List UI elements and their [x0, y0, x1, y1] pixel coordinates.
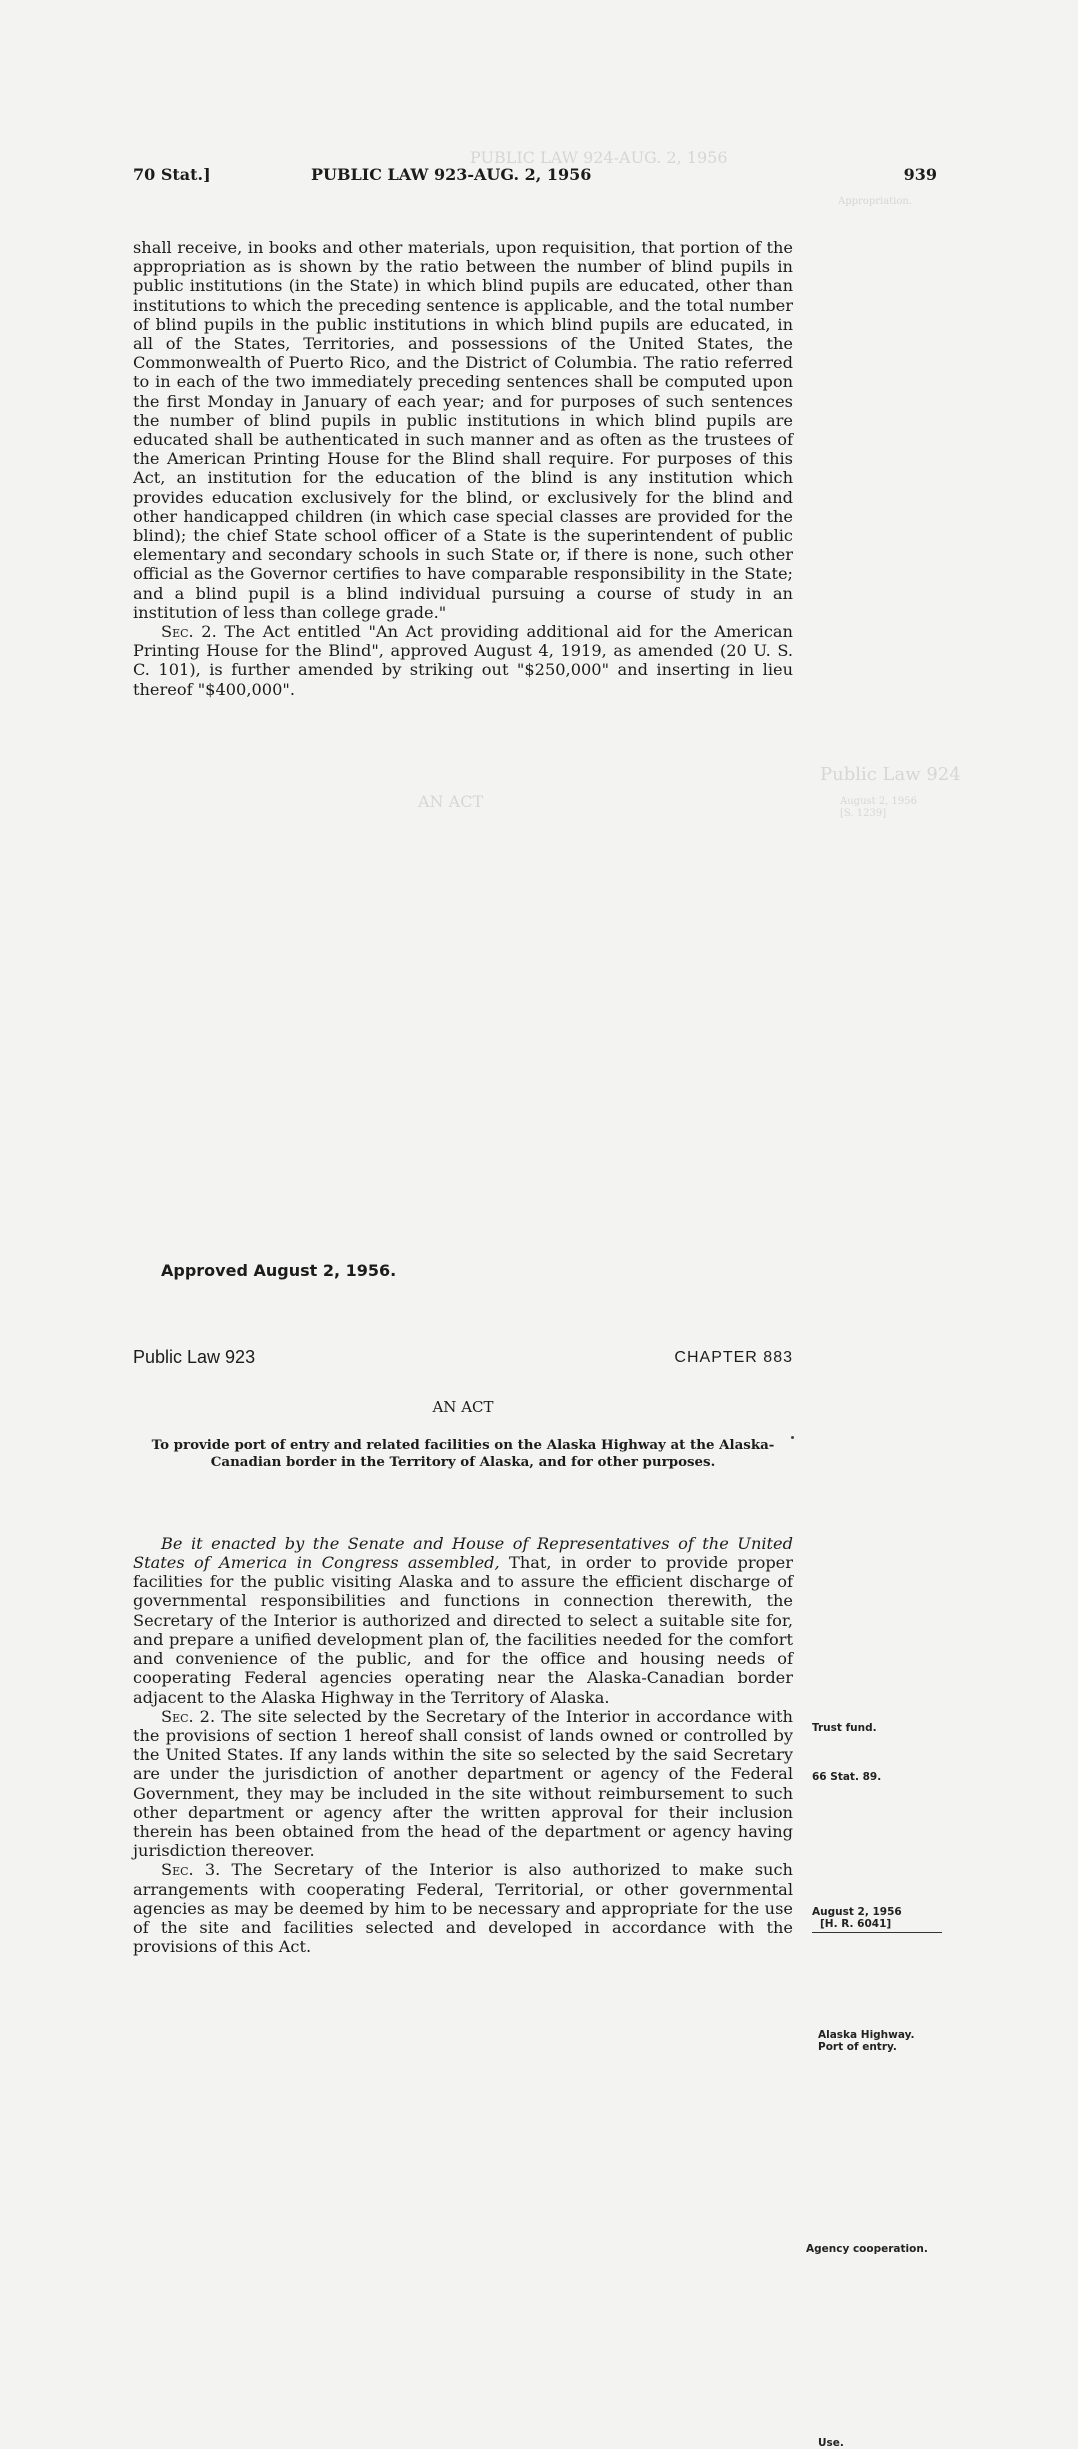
margin-note-stat-ref: 66 Stat. 89.: [812, 1771, 882, 1784]
port-of-entry-label: Port of entry.: [818, 2041, 897, 2054]
public-law-number: Public Law 923: [133, 1346, 256, 1367]
chapter-number: CHAPTER 883: [674, 1348, 793, 1366]
page-number: 939: [903, 165, 937, 184]
bleed-through-act: AN ACT: [418, 792, 484, 811]
continued-paragraph: shall receive, in books and other materials, upon requisition, that portion of the appropriation as is shown by the ratio between the number of blind pupils in public institutions (in the State) in which blind pupils are educated, other than institutions to which the preceding sentence is applicable, and the total number of blind pupils in the public institutions in which blind pupils are educated, in all of the States, Territories, and possessions of the United States, the Commonwealth of Puerto Rico, and the District of Columbia. The ratio referred to in each of the two immediately preceding sentences shall be computed upon the first Monday in January of each year; and for purposes of such sentences the number of blind pupils in public institutions in which blind pupils are educated shall be authenticated in such manner and as often as the trustees of the American Printing House for the Blind shall require. For purposes of this Act, an institution for the education of the blind is any institution which provides education exclusively for the blind, or exclusively for the blind and other handicapped children (in which case special classes are provided for the blind); the chief State school officer of a State is the superintendent of public elementary and secondary schools in such State or, if there is none, such other official as the Governor certifies to have comparable responsibility in the State; and a blind pupil is a blind individual pursuing a course of study in an institution of less than college grade.": [133, 238, 793, 622]
approval-line: Approved August 2, 1956.: [161, 1260, 397, 1280]
section-1-text: That, in order to provide proper facilities for the public visiting Alaska and to assure the efficient discharge of governmental responsibilities and functions in connection therewith, the Secretary of the Interior is authorized and directed to select a suitable site for, and prepare a unified development plan of, the facilities needed for the comfort and convenience of the public, and for the office and housing needs of cooperating Federal agencies operating near the Alaska-Canadian border adjacent to the Alaska Highway in the Territory of Alaska.: [133, 1553, 793, 1707]
header-title: PUBLIC LAW 923-AUG. 2, 1956: [311, 165, 592, 184]
section-2-text: The Act entitled "An Act providing additional aid for the American Printing House for the Blind", approved August 4, 1919, as amended (20 U. S. C. 101), is further amended by striking out "$250,000" and inserting in lieu thereof "$400,000".: [133, 622, 793, 699]
section-label: Sec. 2.: [161, 1706, 216, 1726]
continued-section: [133, 238, 793, 699]
bleed-through-date: August 2, 1956: [840, 796, 918, 807]
running-header: [133, 165, 937, 193]
section-1-paragraph: [133, 1534, 793, 1707]
bleed-through-note: Appropriation.: [838, 196, 913, 207]
section-label: Sec. 2.: [161, 622, 217, 642]
date-box: [812, 1906, 942, 1933]
date-line: August 2, 1956: [812, 1906, 902, 1919]
margin-note-agency: Agency cooperation.: [806, 2243, 928, 2256]
margin-note-use: Use.: [818, 2437, 844, 2449]
bleed-through-bill: [S. 1239]: [840, 808, 887, 819]
section-2b-paragraph: [133, 1707, 793, 1861]
section-3-text: The Secretary of the Interior is also authorized to make such arrangements with cooperating Federal, Territorial, or other governmental agencies as may be deemed by him to be necessary and appropriate for the use of the site and facilities selected and developed in accordance with the provisions of this Act.: [133, 1860, 793, 1957]
act-purpose: To provide port of entry and related facilities on the Alaska Highway at the Alaska-Canadian border in the Territory of Alaska, and for other purposes.: [151, 1436, 775, 1470]
section-3-paragraph: [133, 1860, 793, 1956]
margin-note-alaska: [818, 2029, 1078, 2053]
section-2b-text: The site selected by the Secretary of the Interior in accordance with the provisions of section 1 hereof shall consist of lands owned or controlled by the United States. If any lands within the site so selected by the said Secretary are under the jurisdiction of another department or agency of the Federal Government, they may be included in the site without reimbursement to such other department or agency after the written approval for their inclusion therein has been obtained from the head of the department or agency having jurisdiction thereover.: [133, 1706, 793, 1861]
section-label: Sec. 3.: [161, 1860, 221, 1880]
enacting-clause: Be it enacted by the Senate and House of Representatives of the United States of America in Congress assembled,: [133, 1533, 793, 1573]
alaska-highway-label: Alaska Highway.: [818, 2029, 915, 2042]
section-2-paragraph: [133, 622, 793, 699]
an-act-heading: AN ACT: [432, 1397, 494, 1416]
bill-line: [H. R. 6041]: [820, 1918, 892, 1931]
bleed-through-law: Public Law 924: [820, 764, 961, 785]
public-law-heading: [133, 1347, 793, 1371]
volume-ref: 70 Stat.]: [133, 165, 211, 184]
new-act-body: [133, 1534, 793, 1956]
bleed-through-header: PUBLIC LAW 924-AUG. 2, 1956: [470, 148, 728, 167]
margin-note-date: [812, 1906, 1078, 1933]
margin-note-trust-fund: Trust fund.: [812, 1722, 877, 1735]
